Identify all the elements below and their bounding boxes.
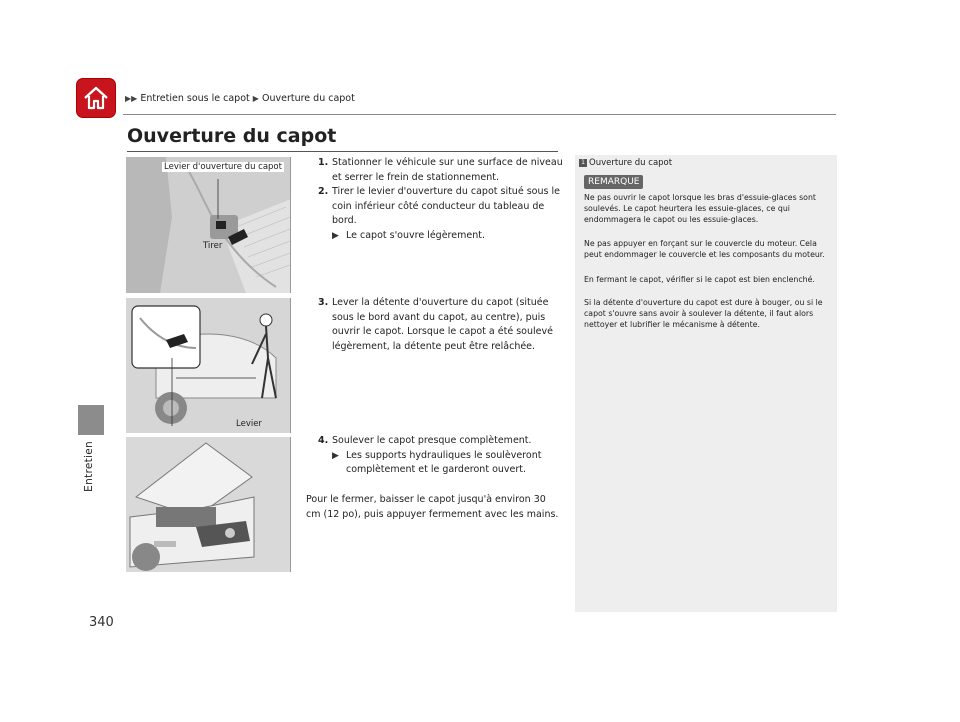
step-number: 4. — [318, 435, 329, 446]
note-line: Si la détente d'ouverture du capot est dure à bouger, ou si le — [584, 298, 823, 307]
breadcrumb-arrow-icon: ▶▶ — [125, 94, 138, 103]
note-line: soulevés. Le capot heurtera les essuie-glaces, ce qui — [584, 204, 790, 214]
hood-latch-illustration — [126, 298, 291, 433]
note-paragraph-3 — [584, 274, 830, 285]
note-line: peut endommager le couvercle et les composants du moteur. — [584, 250, 825, 260]
note-line: Ne pas ouvrir le capot lorsque les bras d'essuie-glaces sont — [584, 193, 816, 202]
step-result: Le capot s'ouvre légèrement. — [346, 229, 485, 241]
notice-badge: REMARQUE — [584, 175, 643, 189]
lever-label: Levier — [236, 419, 262, 429]
step-text: sous le bord avant du capot, au centre), puis — [332, 311, 546, 323]
section-tab[interactable] — [78, 405, 104, 435]
step-text: et serrer le frein de stationnement. — [332, 171, 499, 183]
step-result: complètement et le garderont ouvert. — [346, 464, 527, 475]
step-number: 2. — [318, 186, 329, 197]
step-text: ouvrir le capot. Lorsque le capot a été soulevé — [332, 326, 553, 337]
closing-line: cm (12 po), puis appuyer fermement avec les mains. — [306, 508, 559, 520]
open-hood-illustration — [126, 437, 291, 572]
home-icon — [82, 84, 110, 112]
closing-line: Pour le fermer, baisser le capot jusqu'à environ 30 — [306, 494, 546, 505]
lever-callout: Levier d'ouverture du capot — [164, 162, 282, 172]
note-paragraph-1 — [584, 192, 830, 226]
breadcrumb-arrow-icon: ▶ — [252, 94, 259, 103]
step-text: légèrement, la détente peut être relâchée. — [332, 340, 536, 352]
note-title-text: Ouverture du capot — [589, 158, 673, 168]
page-title: Ouverture du capot — [127, 125, 337, 147]
note-paragraph-2 — [584, 238, 830, 260]
step-number: 1. — [318, 157, 329, 168]
header-divider — [123, 114, 836, 115]
note-title — [579, 158, 672, 168]
hood-release-lever-illustration — [126, 157, 291, 293]
step-text: Lever la détente d'ouverture du capot (située — [332, 297, 549, 308]
breadcrumb — [125, 93, 355, 104]
pull-callout: Tirer — [203, 241, 223, 251]
reference-icon: 1 — [579, 159, 587, 167]
note-line: nettoyer et lubrifier le mécanisme à détente. — [584, 320, 760, 330]
step-1 — [318, 156, 563, 185]
home-button[interactable] — [77, 79, 115, 117]
arrow-icon: ▶ — [332, 450, 339, 461]
note-line: endommagera le capot ou les essuie-glaces. — [584, 215, 759, 225]
step-text: bord. — [332, 215, 357, 226]
step-4 — [318, 434, 563, 478]
step-number: 3. — [318, 297, 329, 308]
step-result: Les supports hydrauliques le soulèveront — [346, 449, 542, 461]
breadcrumb-item-2[interactable]: Ouverture du capot — [261, 93, 355, 104]
note-line: En fermant le capot, vérifier si le capot est bien enclenché. — [584, 275, 815, 284]
step-2 — [318, 185, 563, 243]
page-number: 340 — [89, 615, 114, 630]
step-text: Soulever le capot presque complètement. — [332, 435, 532, 446]
note-paragraph-4 — [584, 297, 830, 331]
closing-instruction — [306, 493, 564, 522]
note-line: Ne pas appuyer en forçant sur le couvercle du moteur. Cela — [584, 239, 817, 248]
step-text: Tirer le levier d'ouverture du capot situé sous le — [332, 186, 560, 197]
step-3 — [318, 296, 563, 354]
breadcrumb-item-1[interactable]: Entretien sous le capot — [140, 93, 250, 104]
arrow-icon: ▶ — [332, 230, 339, 241]
step-text: Stationner le véhicule sur une surface de niveau — [332, 157, 563, 168]
title-underline — [127, 151, 558, 152]
step-text: coin inférieur côté conducteur du tableau de — [332, 200, 545, 212]
section-label: Entretien — [83, 441, 95, 492]
note-line: capot s'ouvre sans avoir à soulever la détente, il faut alors — [584, 309, 814, 319]
